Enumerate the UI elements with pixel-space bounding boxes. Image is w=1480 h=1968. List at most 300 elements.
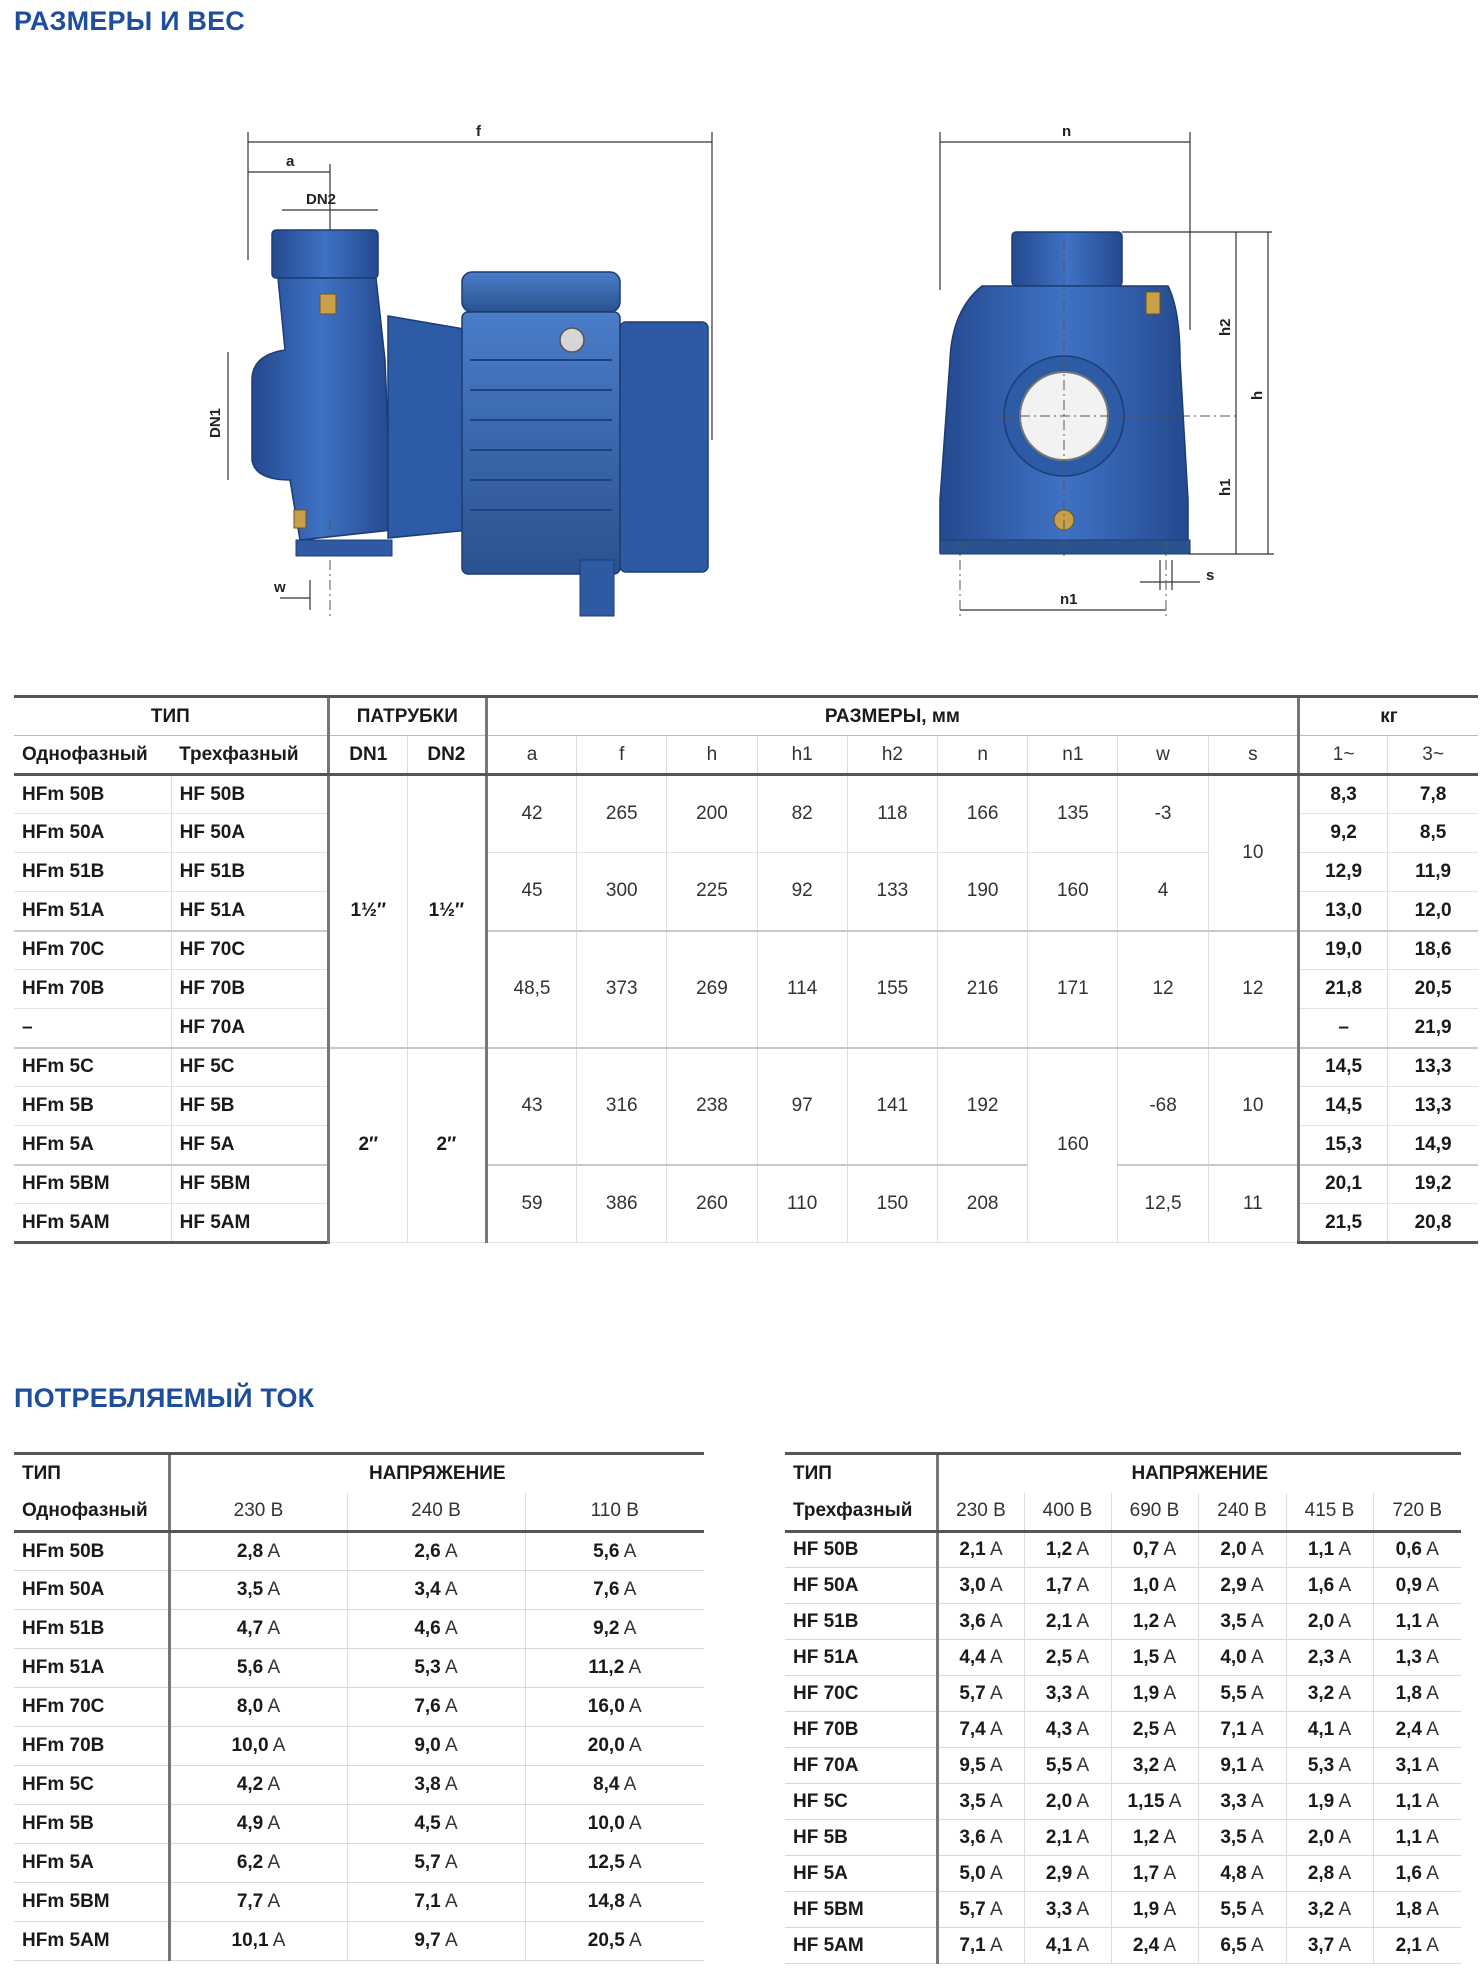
current-value bbox=[1373, 1568, 1461, 1604]
current-unit: A bbox=[989, 1934, 1003, 1956]
current-value bbox=[1111, 1604, 1198, 1640]
header-kg: кг bbox=[1299, 697, 1479, 736]
weight-single: 15,3 bbox=[1299, 1126, 1388, 1165]
current-value bbox=[1111, 1820, 1198, 1856]
current-number: 3,7 bbox=[1307, 1934, 1335, 1956]
current-unit: A bbox=[623, 1540, 637, 1562]
table-row bbox=[14, 1727, 704, 1766]
current-value bbox=[525, 1688, 704, 1727]
header-col-s: s bbox=[1208, 736, 1298, 775]
current-value bbox=[937, 1676, 1024, 1712]
table-row bbox=[14, 931, 1478, 970]
dim-n: 208 bbox=[938, 1165, 1028, 1243]
current-number: 3,5 bbox=[959, 1790, 986, 1812]
current-number: 4,7 bbox=[236, 1618, 264, 1639]
dim-label-dn2: DN2 bbox=[306, 191, 337, 208]
current-unit: A bbox=[1426, 1574, 1439, 1596]
table-row bbox=[14, 1844, 704, 1883]
current-unit: A bbox=[1338, 1826, 1352, 1848]
current-value bbox=[1111, 1676, 1198, 1712]
current-unit: A bbox=[1426, 1539, 1439, 1560]
table-row bbox=[785, 1928, 1461, 1964]
weight-three: 14,9 bbox=[1388, 1126, 1478, 1165]
table-row bbox=[14, 1922, 704, 1961]
dim-h2: 133 bbox=[847, 853, 937, 931]
dim-label-n1: n1 bbox=[1060, 591, 1078, 608]
current-value bbox=[1373, 1856, 1461, 1892]
dim-label-s: s bbox=[1206, 567, 1215, 584]
current-unit: A bbox=[272, 1735, 286, 1756]
current-number: 8,4 bbox=[593, 1774, 620, 1795]
dn1-value: 2″ bbox=[328, 1048, 407, 1243]
current-number: 2,1 bbox=[959, 1539, 986, 1560]
header-type: ТИП bbox=[14, 1454, 169, 1493]
current-number: 3,0 bbox=[959, 1574, 986, 1596]
current-unit: A bbox=[1426, 1862, 1439, 1884]
header-col-kg3: 3~ bbox=[1388, 736, 1478, 775]
model-name: HF 5BM bbox=[785, 1892, 937, 1928]
current-number: 4,8 bbox=[1220, 1862, 1247, 1884]
header-col-f: f bbox=[577, 736, 667, 775]
dn2-value: 2″ bbox=[407, 1048, 486, 1243]
header-sizes: РАЗМЕРЫ, мм bbox=[486, 697, 1298, 736]
current-number: 1,6 bbox=[1307, 1574, 1335, 1596]
current-number: 3,3 bbox=[1045, 1898, 1073, 1920]
dim-h2: 141 bbox=[847, 1048, 937, 1165]
current-unit: A bbox=[1076, 1718, 1090, 1740]
model-single: HFm 5BM bbox=[14, 1165, 171, 1204]
current-unit: A bbox=[629, 1813, 642, 1834]
dim-s: 11 bbox=[1208, 1165, 1298, 1243]
model-single: HFm 50A bbox=[14, 814, 171, 853]
current-number: 5,3 bbox=[414, 1657, 441, 1678]
current-number: 1,1 bbox=[1307, 1539, 1335, 1560]
current-number: 2,8 bbox=[236, 1540, 264, 1562]
current-number: 5,5 bbox=[1220, 1898, 1247, 1920]
current-unit: A bbox=[267, 1852, 281, 1873]
model-name: HFm 50B bbox=[14, 1532, 169, 1571]
header-single-phase: Однофазный bbox=[14, 736, 171, 775]
current-number: 5,5 bbox=[1045, 1754, 1073, 1776]
current-unit: A bbox=[1076, 1539, 1090, 1560]
current-value bbox=[169, 1649, 347, 1688]
current-unit: A bbox=[444, 1891, 458, 1912]
current-value bbox=[1198, 1748, 1286, 1784]
current-unit: A bbox=[629, 1696, 642, 1717]
current-value bbox=[525, 1649, 704, 1688]
current-number: 1,7 bbox=[1132, 1862, 1160, 1884]
current-value bbox=[1111, 1856, 1198, 1892]
table-row bbox=[14, 1532, 704, 1571]
dim-h: 269 bbox=[667, 931, 757, 1048]
model-name: HFm 5BM bbox=[14, 1883, 169, 1922]
current-unit: A bbox=[989, 1718, 1003, 1740]
current-unit: A bbox=[1338, 1682, 1352, 1704]
current-value bbox=[1198, 1928, 1286, 1964]
current-value bbox=[1024, 1568, 1111, 1604]
current-number: 1,2 bbox=[1045, 1539, 1073, 1560]
header-voltage: НАПРЯЖЕНИЕ bbox=[937, 1454, 1461, 1493]
current-unit: A bbox=[1250, 1610, 1264, 1632]
current-number: 3,8 bbox=[414, 1774, 441, 1795]
current-unit: A bbox=[1338, 1754, 1352, 1776]
current-number: 5,6 bbox=[236, 1657, 264, 1678]
current-unit: A bbox=[1163, 1826, 1177, 1848]
current-value bbox=[1198, 1568, 1286, 1604]
current-unit: A bbox=[1338, 1862, 1352, 1884]
model-single: HFm 51A bbox=[14, 892, 171, 931]
current-number: 1,5 bbox=[1132, 1646, 1160, 1668]
current-value bbox=[1198, 1532, 1286, 1568]
current-number: 0,9 bbox=[1395, 1574, 1422, 1596]
current-unit: A bbox=[1076, 1682, 1090, 1704]
current-value bbox=[525, 1805, 704, 1844]
header-voltage-value: 240 В bbox=[1198, 1493, 1286, 1532]
current-unit: A bbox=[1426, 1826, 1439, 1848]
table-row bbox=[14, 775, 1478, 814]
model-three: HF 5AM bbox=[171, 1204, 328, 1243]
current-unit: A bbox=[1168, 1790, 1182, 1812]
current-value bbox=[1024, 1712, 1111, 1748]
current-number: 5,7 bbox=[414, 1852, 441, 1873]
current-unit: A bbox=[1338, 1539, 1352, 1560]
current-value bbox=[169, 1766, 347, 1805]
table-row bbox=[785, 1568, 1461, 1604]
current-number: 11,2 bbox=[588, 1657, 625, 1678]
model-name: HF 70B bbox=[785, 1712, 937, 1748]
current-unit: A bbox=[1163, 1539, 1177, 1560]
current-number: 3,4 bbox=[414, 1579, 441, 1600]
current-value bbox=[1024, 1640, 1111, 1676]
header-col-h1: h1 bbox=[757, 736, 847, 775]
table-row bbox=[785, 1748, 1461, 1784]
model-name: HFm 5B bbox=[14, 1805, 169, 1844]
current-unit: A bbox=[1163, 1898, 1177, 1920]
header-dn1: DN1 bbox=[328, 736, 407, 775]
current-value bbox=[525, 1727, 704, 1766]
dim-n1: 135 bbox=[1028, 775, 1118, 853]
current-unit: A bbox=[267, 1540, 281, 1562]
current-single-phase-table bbox=[14, 1452, 704, 1961]
model-name: HFm 5AM bbox=[14, 1922, 169, 1961]
dn2-value: 1½″ bbox=[407, 775, 486, 1048]
current-value bbox=[1286, 1892, 1373, 1928]
current-unit: A bbox=[444, 1735, 458, 1756]
weight-three: 20,5 bbox=[1388, 970, 1478, 1009]
current-unit: A bbox=[989, 1754, 1003, 1776]
current-number: 6,5 bbox=[1220, 1934, 1247, 1956]
dim-a: 48,5 bbox=[486, 931, 576, 1048]
current-value bbox=[1024, 1604, 1111, 1640]
dim-label-h: h bbox=[1249, 390, 1266, 400]
current-number: 7,1 bbox=[959, 1934, 986, 1956]
current-unit: A bbox=[1076, 1862, 1090, 1884]
current-number: 5,7 bbox=[959, 1682, 986, 1704]
dim-label-dn1: DN1 bbox=[207, 407, 224, 438]
dim-w: 12,5 bbox=[1118, 1165, 1208, 1243]
header-voltage: НАПРЯЖЕНИЕ bbox=[169, 1454, 704, 1493]
table-row bbox=[14, 1688, 704, 1727]
current-number: 9,1 bbox=[1220, 1754, 1247, 1776]
current-value bbox=[1198, 1712, 1286, 1748]
current-unit: A bbox=[1426, 1610, 1439, 1632]
current-number: 3,2 bbox=[1307, 1682, 1335, 1704]
pump-drawings bbox=[0, 60, 1480, 660]
weight-single: 14,5 bbox=[1299, 1087, 1388, 1126]
dim-s: 12 bbox=[1208, 931, 1298, 1048]
current-number: 7,1 bbox=[1220, 1718, 1247, 1740]
current-value bbox=[347, 1844, 525, 1883]
current-unit: A bbox=[444, 1852, 458, 1873]
current-value bbox=[1024, 1784, 1111, 1820]
current-unit: A bbox=[1338, 1790, 1352, 1812]
current-unit: A bbox=[1250, 1646, 1264, 1668]
table-row bbox=[14, 1165, 1478, 1204]
current-value bbox=[1024, 1532, 1111, 1568]
header-ports: ПАТРУБКИ bbox=[328, 697, 486, 736]
current-unit: A bbox=[629, 1891, 642, 1912]
current-unit: A bbox=[989, 1646, 1003, 1668]
current-unit: A bbox=[267, 1579, 281, 1600]
current-unit: A bbox=[1250, 1574, 1264, 1596]
current-unit: A bbox=[267, 1774, 281, 1795]
current-value bbox=[937, 1748, 1024, 1784]
current-number: 2,9 bbox=[1045, 1862, 1073, 1884]
current-value bbox=[1111, 1712, 1198, 1748]
current-unit: A bbox=[1163, 1682, 1177, 1704]
current-value bbox=[525, 1883, 704, 1922]
header-type: ТИП bbox=[785, 1454, 937, 1493]
current-value bbox=[169, 1532, 347, 1571]
current-value bbox=[1373, 1604, 1461, 1640]
model-three: HF 70A bbox=[171, 1009, 328, 1048]
current-value bbox=[1198, 1892, 1286, 1928]
current-value bbox=[1373, 1748, 1461, 1784]
current-number: 3,5 bbox=[1220, 1610, 1247, 1632]
current-number: 3,6 bbox=[959, 1610, 986, 1632]
current-number: 1,9 bbox=[1307, 1790, 1335, 1812]
dim-n: 190 bbox=[938, 853, 1028, 931]
current-unit: A bbox=[1426, 1646, 1439, 1668]
header-col-a: a bbox=[486, 736, 576, 775]
current-unit: A bbox=[267, 1813, 281, 1834]
current-number: 10,0 bbox=[587, 1813, 625, 1834]
table-row bbox=[14, 1571, 704, 1610]
current-unit: A bbox=[629, 1852, 642, 1873]
dim-h2: 118 bbox=[847, 775, 937, 853]
pump-side-view bbox=[207, 123, 712, 620]
current-value bbox=[937, 1784, 1024, 1820]
current-value bbox=[525, 1532, 704, 1571]
current-value bbox=[937, 1712, 1024, 1748]
current-value bbox=[937, 1568, 1024, 1604]
current-unit: A bbox=[1250, 1934, 1264, 1956]
model-single: HFm 50B bbox=[14, 775, 171, 814]
dim-w: 4 bbox=[1118, 853, 1208, 931]
current-value bbox=[1198, 1676, 1286, 1712]
current-number: 3,5 bbox=[1220, 1826, 1247, 1848]
header-col-h2: h2 bbox=[847, 736, 937, 775]
current-unit: A bbox=[1426, 1682, 1439, 1704]
header-voltage-value: 230 В bbox=[169, 1493, 347, 1532]
current-number: 4,4 bbox=[959, 1646, 986, 1668]
current-unit: A bbox=[444, 1540, 458, 1562]
dim-f: 300 bbox=[577, 853, 667, 931]
header-voltage-value: 110 В bbox=[525, 1493, 704, 1532]
current-number: 2,0 bbox=[1307, 1610, 1335, 1632]
current-unit: A bbox=[623, 1618, 637, 1639]
current-unit: A bbox=[623, 1579, 637, 1600]
dim-f: 373 bbox=[577, 931, 667, 1048]
current-value bbox=[1286, 1604, 1373, 1640]
current-number: 2,8 bbox=[1307, 1862, 1335, 1884]
dim-w: 12 bbox=[1118, 931, 1208, 1048]
current-value bbox=[1198, 1856, 1286, 1892]
dim-label-h1: h1 bbox=[1217, 478, 1234, 496]
model-three: HF 5A bbox=[171, 1126, 328, 1165]
current-number: 2,1 bbox=[1045, 1610, 1073, 1632]
weight-three: 7,8 bbox=[1388, 775, 1478, 814]
current-number: 9,2 bbox=[593, 1618, 620, 1639]
table-row bbox=[785, 1892, 1461, 1928]
weight-three: 18,6 bbox=[1388, 931, 1478, 970]
current-value bbox=[1111, 1640, 1198, 1676]
current-unit: A bbox=[1076, 1754, 1090, 1776]
dim-a: 45 bbox=[486, 853, 576, 931]
current-unit: A bbox=[267, 1696, 281, 1717]
current-number: 1,8 bbox=[1395, 1898, 1422, 1920]
dim-h: 200 bbox=[667, 775, 757, 853]
table-row bbox=[785, 1784, 1461, 1820]
weight-single: 21,5 bbox=[1299, 1204, 1388, 1243]
current-value bbox=[347, 1883, 525, 1922]
current-value bbox=[1286, 1532, 1373, 1568]
header-col-w: w bbox=[1118, 736, 1208, 775]
current-number: 5,3 bbox=[1307, 1754, 1335, 1776]
dim-label-n: n bbox=[1062, 123, 1072, 140]
current-value bbox=[937, 1532, 1024, 1568]
table-row bbox=[785, 1532, 1461, 1568]
dim-s: 10 bbox=[1208, 1048, 1298, 1165]
current-number: 10,1 bbox=[231, 1930, 269, 1951]
current-value bbox=[937, 1604, 1024, 1640]
dim-h1: 97 bbox=[757, 1048, 847, 1165]
current-unit: A bbox=[444, 1579, 458, 1600]
current-value bbox=[1024, 1856, 1111, 1892]
dimensions-section-title: РАЗМЕРЫ И ВЕС bbox=[14, 6, 246, 36]
header-three-phase: Трехфазный bbox=[171, 736, 328, 775]
model-name: HF 70A bbox=[785, 1748, 937, 1784]
current-unit: A bbox=[1250, 1754, 1264, 1776]
current-value bbox=[1198, 1784, 1286, 1820]
model-three: HF 5B bbox=[171, 1087, 328, 1126]
model-single: HFm 70B bbox=[14, 970, 171, 1009]
dim-f: 265 bbox=[577, 775, 667, 853]
model-name: HF 51A bbox=[785, 1640, 937, 1676]
current-number: 1,15 bbox=[1127, 1790, 1165, 1812]
dim-label-a: a bbox=[286, 153, 295, 170]
current-number: 3,2 bbox=[1132, 1754, 1160, 1776]
model-name: HF 50A bbox=[785, 1568, 937, 1604]
current-number: 4,9 bbox=[236, 1813, 264, 1834]
current-number: 5,5 bbox=[1220, 1682, 1247, 1704]
current-value bbox=[1111, 1784, 1198, 1820]
dimensions-table bbox=[14, 695, 1478, 1244]
weight-single: 14,5 bbox=[1299, 1048, 1388, 1087]
weight-three: 8,5 bbox=[1388, 814, 1478, 853]
model-three: HF 50B bbox=[171, 775, 328, 814]
current-value bbox=[937, 1640, 1024, 1676]
current-unit: A bbox=[1338, 1646, 1352, 1668]
dim-w: -3 bbox=[1118, 775, 1208, 853]
model-single: HFm 5A bbox=[14, 1126, 171, 1165]
dim-f: 316 bbox=[577, 1048, 667, 1165]
dim-a: 42 bbox=[486, 775, 576, 853]
current-number: 1,2 bbox=[1132, 1826, 1160, 1848]
current-unit: A bbox=[1338, 1610, 1352, 1632]
current-number: 3,3 bbox=[1045, 1682, 1073, 1704]
current-unit: A bbox=[1250, 1718, 1264, 1740]
current-value bbox=[1286, 1640, 1373, 1676]
dim-label-h2: h2 bbox=[1217, 318, 1234, 336]
current-value bbox=[1286, 1820, 1373, 1856]
current-value bbox=[169, 1610, 347, 1649]
current-number: 4,2 bbox=[236, 1774, 264, 1795]
current-number: 2,5 bbox=[1045, 1646, 1073, 1668]
current-number: 1,0 bbox=[1132, 1574, 1160, 1596]
current-unit: A bbox=[1426, 1718, 1439, 1740]
current-value bbox=[1198, 1604, 1286, 1640]
model-name: HFm 5A bbox=[14, 1844, 169, 1883]
current-number: 3,3 bbox=[1220, 1790, 1247, 1812]
current-unit: A bbox=[1250, 1790, 1264, 1812]
dn1-value: 1½″ bbox=[328, 775, 407, 1048]
current-number: 7,6 bbox=[593, 1579, 620, 1600]
current-number: 5,7 bbox=[959, 1898, 986, 1920]
current-unit: A bbox=[1076, 1826, 1090, 1848]
current-unit: A bbox=[989, 1539, 1003, 1560]
current-value bbox=[347, 1571, 525, 1610]
header-col-h: h bbox=[667, 736, 757, 775]
model-single: HFm 5AM bbox=[14, 1204, 171, 1243]
current-value bbox=[1373, 1640, 1461, 1676]
header-voltage-value: 400 В bbox=[1024, 1493, 1111, 1532]
current-value bbox=[525, 1766, 704, 1805]
current-unit: A bbox=[1163, 1754, 1177, 1776]
current-number: 10,0 bbox=[231, 1735, 269, 1756]
current-value bbox=[1373, 1676, 1461, 1712]
table-row bbox=[785, 1604, 1461, 1640]
current-number: 4,1 bbox=[1307, 1718, 1335, 1740]
model-name: HFm 51B bbox=[14, 1610, 169, 1649]
table-row bbox=[785, 1820, 1461, 1856]
current-value bbox=[169, 1727, 347, 1766]
current-number: 2,4 bbox=[1132, 1934, 1160, 1956]
current-value bbox=[1024, 1820, 1111, 1856]
current-value bbox=[525, 1922, 704, 1961]
current-value bbox=[1286, 1928, 1373, 1964]
current-unit: A bbox=[1076, 1574, 1090, 1596]
current-unit: A bbox=[1426, 1790, 1439, 1812]
dim-a: 43 bbox=[486, 1048, 576, 1165]
dim-f: 386 bbox=[577, 1165, 667, 1243]
weight-single: 9,2 bbox=[1299, 814, 1388, 853]
current-value bbox=[1286, 1676, 1373, 1712]
current-number: 4,5 bbox=[414, 1813, 441, 1834]
current-unit: A bbox=[1250, 1682, 1264, 1704]
current-number: 1,7 bbox=[1045, 1574, 1073, 1596]
current-unit: A bbox=[989, 1790, 1003, 1812]
